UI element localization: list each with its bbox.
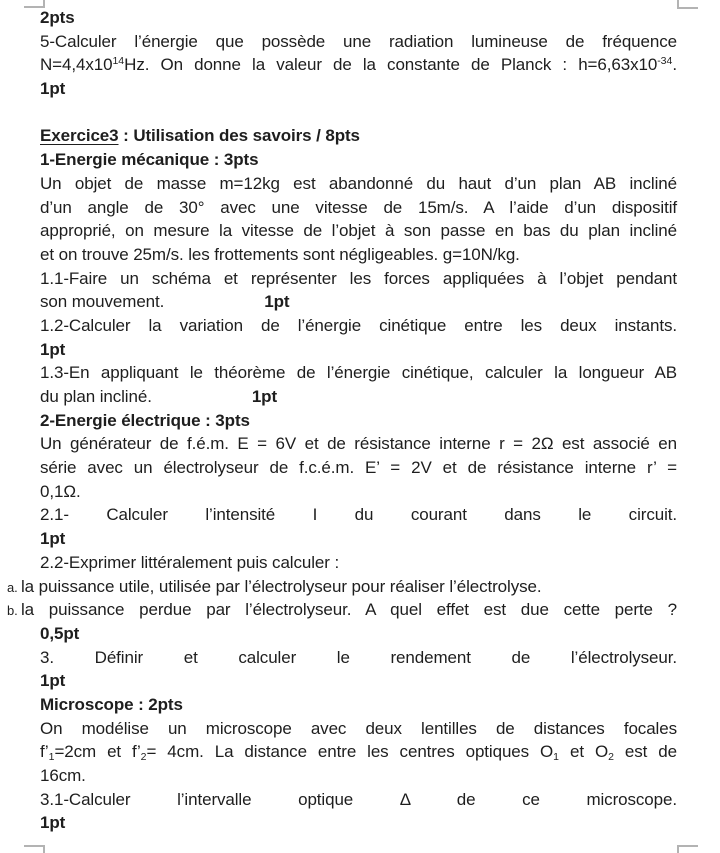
text-line [40, 219, 677, 243]
text-segment: et on trouve 25m/s. les frottements sont négligeables. g=10N/kg. [40, 244, 520, 264]
text-line [40, 361, 677, 385]
text-line [40, 740, 677, 764]
text-line [40, 717, 677, 741]
text-segment: série avec un électrolyseur de f.c.é.m. E’ = 2V et de résistance interne r’ = [40, 458, 677, 478]
text-line [40, 243, 677, 267]
text-segment: -34 [657, 55, 673, 68]
text-segment: . [672, 55, 677, 75]
text-line [40, 764, 677, 788]
text-line [40, 6, 677, 30]
text-segment: : Utilisation des savoirs / 8pts [118, 126, 360, 146]
text-line [40, 148, 677, 172]
text-segment: 1 [48, 751, 55, 764]
text-segment: 3.1-Calculer l’intervalle optique Δ de ce microscope. [40, 789, 677, 809]
text-line [7, 598, 677, 622]
text-line [40, 480, 677, 504]
list-item-marker: a. [7, 579, 18, 595]
text-segment: 0,1Ω. [40, 481, 81, 501]
text-segment: 2.2-Exprimer littéralement puis calculer : [40, 552, 340, 572]
text-segment: 14 [112, 55, 125, 68]
text-segment: son mouvement. [40, 292, 165, 312]
text-line [40, 77, 677, 101]
text-line [40, 669, 677, 693]
text-segment: 1pt [40, 79, 66, 99]
text-line [40, 551, 677, 575]
text-segment: =2cm et f’ [54, 742, 141, 762]
text-line [40, 53, 677, 77]
text-segment: 2-Energie électrique : 3pts [40, 410, 250, 430]
text-segment: la puissance utile, utilisée par l’électrolyseur pour réaliser l’électrolyse. [21, 576, 542, 596]
text-segment: N=4,4x10 [40, 55, 113, 75]
text-segment: 1-Energie mécanique : 3pts [40, 150, 259, 170]
text-line [40, 124, 677, 148]
text-line [40, 196, 677, 220]
text-line [40, 338, 677, 362]
text-segment: 1pt [251, 387, 278, 406]
text-segment: 1.1-Faire un schéma et représenter les forces appliquées à l’objet pendant [40, 268, 677, 288]
text-boundary-mark-top-left [24, 6, 44, 8]
text-line [40, 290, 677, 314]
text-segment: = 4cm. La distance entre les centres optiques O [146, 742, 554, 762]
text-segment: 5-Calculer l’énergie que possède une radiation lumineuse de fréquence [40, 31, 677, 51]
text-boundary-mark-bottom-left [43, 845, 45, 853]
text-segment: 1.3-En appliquant le théorème de l’énergie cinétique, calculer la longueur AB [40, 363, 677, 383]
text-segment: du plan incliné. [40, 387, 152, 406]
text-segment: Un générateur de f.é.m. E = 6V et de résistance interne r = 2Ω est associé en [40, 434, 677, 454]
text-boundary-mark-bottom-left [24, 845, 44, 847]
text-boundary-mark-top-right [677, 0, 679, 9]
text-segment: est de [613, 742, 677, 762]
text-segment: Hz. On donne la valeur de la constante de Planck : h=6,63x10 [124, 55, 658, 75]
text-line [40, 30, 677, 54]
text-segment: 2.1- Calculer l’intensité I du courant dans le circuit. [40, 505, 677, 525]
text-segment: Exercice3 [40, 126, 119, 146]
text-boundary-mark-top-left [43, 0, 45, 8]
text-segment: 3. Définir et calculer le rendement de l’électrolyseur. [40, 647, 677, 667]
text-segment: 1pt [40, 339, 66, 359]
text-segment: 2 [608, 751, 614, 764]
text-line [40, 527, 677, 551]
text-line [40, 811, 677, 835]
text-line [40, 788, 677, 812]
text-segment: 0,5pt [40, 623, 80, 643]
text-line [40, 172, 677, 196]
text-segment: 1pt [264, 292, 290, 312]
text-line [40, 693, 677, 717]
text-segment: 1pt [40, 813, 66, 833]
text-line [40, 646, 677, 670]
text-boundary-mark-top-right [678, 7, 698, 9]
text-segment: 2 [140, 751, 147, 764]
text-segment: f’ [40, 742, 49, 762]
text-boundary-mark-bottom-right [677, 845, 679, 853]
text-segment: d’un angle de 30° avec une vitesse de 15m/s. A l’aide d’un dispositif [40, 197, 677, 217]
text-segment: et O [559, 742, 609, 762]
list-item-marker: b. [7, 603, 18, 619]
text-boundary-mark-bottom-right [678, 845, 698, 847]
text-segment: On modélise un microscope avec deux lentilles de distances focales [40, 718, 677, 738]
text-segment: Microscope : 2pts [40, 694, 183, 714]
text-segment: 1pt [40, 671, 66, 691]
text-line [40, 314, 677, 338]
text-line [40, 385, 677, 409]
text-line [40, 409, 677, 433]
text-segment: la puissance perdue par l’électrolyseur. A quel effet est due cette perte ? [21, 600, 677, 620]
text-line [40, 432, 677, 456]
text-line [40, 622, 677, 646]
text-line [7, 575, 677, 599]
text-line [40, 101, 677, 125]
text-line [40, 267, 677, 291]
text-segment: 2pts [40, 8, 75, 27]
text-segment: 1 [553, 751, 560, 764]
text-segment: approprié, on mesure la vitesse de l’objet à son passe en bas du plan incliné [40, 221, 677, 241]
text-segment: 16cm. [40, 766, 86, 785]
text-line [40, 503, 677, 527]
text-line [40, 456, 677, 480]
text-segment: 1pt [40, 529, 66, 549]
text-segment: 1.2-Calculer la variation de l’énergie cinétique entre les deux instants. [40, 315, 677, 335]
text-segment: Un objet de masse m=12kg est abandonné du haut d’un plan AB incliné [40, 173, 677, 193]
